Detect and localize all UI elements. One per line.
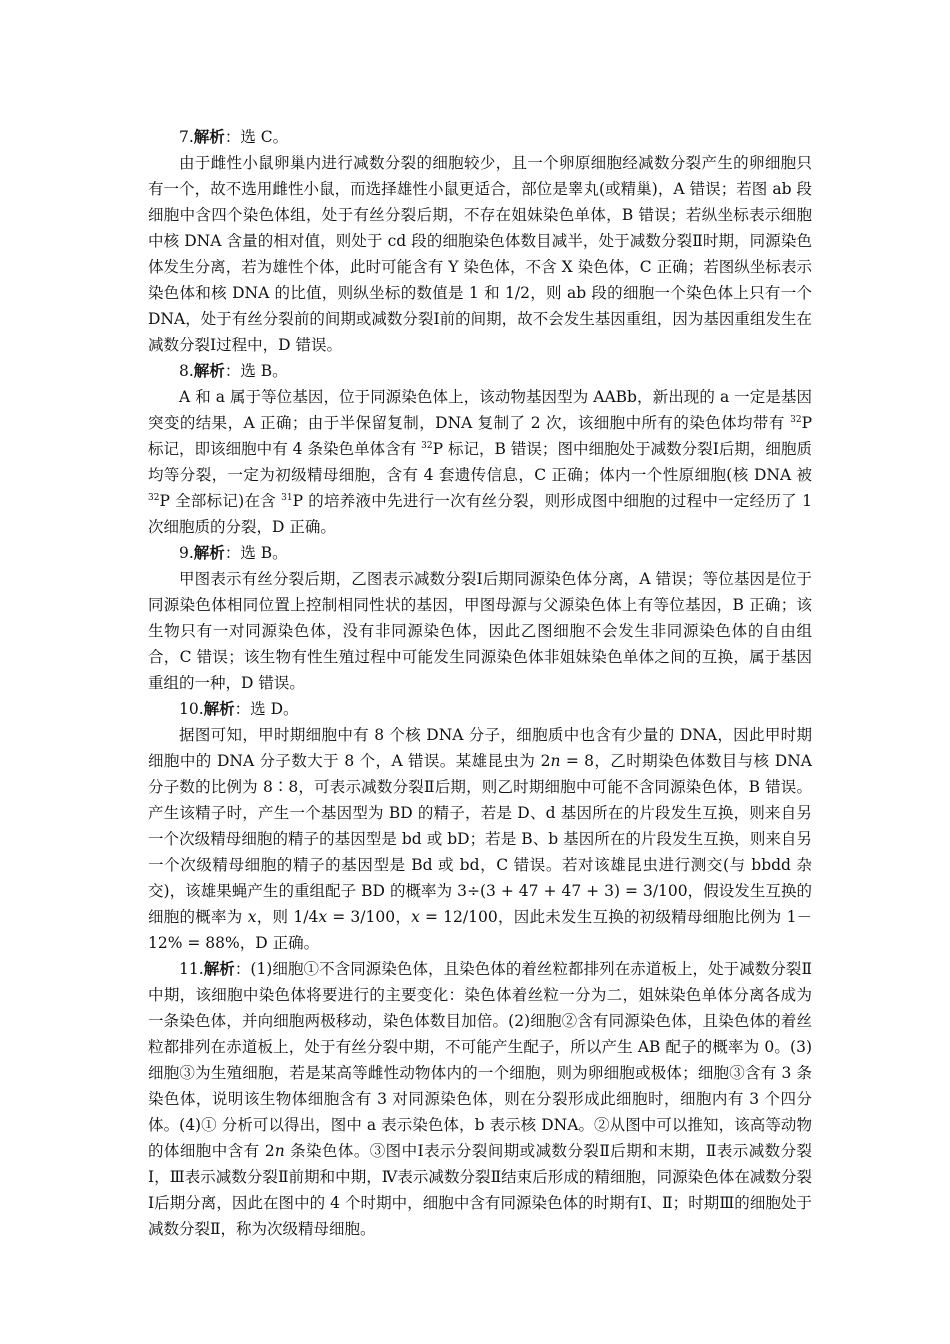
text-run: 条染色体。③图中Ⅰ表示分裂间期或减数分裂Ⅱ后期和末期，Ⅱ表示减数分裂Ⅰ，Ⅲ表示减数分裂Ⅱ前期和中期，Ⅳ表示减数分裂Ⅱ结束后形成的精细胞，同源染色体在减数分裂Ⅰ后期分离，因此在图中的 4 个时期中，细胞中含有同源染色体的时期有Ⅰ、Ⅱ；时期Ⅲ的细胞处于减数分裂Ⅱ，称为次级精母细胞。 [148, 1142, 813, 1238]
text-run: = 12/100，因此未发生互换的初级精母细胞比例为 1－12% = 88%，D 正确。 [148, 908, 812, 952]
isotope-superscript: 32 [790, 415, 802, 425]
isotope-superscript: 31 [281, 493, 293, 503]
answer-10 [148, 696, 812, 956]
text-run: P 的培养液中先进行一次有丝分裂，则形成图中细胞的过程中一定经历了 1 次细胞质的分裂，D 正确。 [148, 492, 812, 536]
question-number: 9. [179, 544, 194, 562]
answer-9-heading [148, 540, 812, 566]
math-variable: x [318, 908, 328, 926]
math-variable: x [411, 908, 420, 926]
answer-9-explanation: 甲图表示有丝分裂后期，乙图表示减数分裂Ⅰ后期同源染色体分离，A 错误；等位基因是位于同源染色体相同位置上控制相同性状的基因，甲图母源与父源染色体上有等位基因，B 正确；该生物只有一对同源染色体，没有非同源染色体，因此乙图细胞不会发生非同源染色体的自由组合，C 错误；该生物有性生殖过程中可能发生同源染色体非姐妹染色单体之间的互换，属于基因重组的一种，D 错误。 [148, 570, 812, 692]
text-run: 据图可知，甲时期细胞中有 8 个核 DNA 分子，细胞质中也含有少量的 DNA，因此甲时期细胞中的 DNA 分子数大于 8 个，A 错误。某雄昆虫为 2 [148, 726, 812, 770]
answer-8 [148, 358, 812, 540]
answer-page [148, 124, 812, 1242]
question-number: 10. [179, 700, 204, 718]
answer-11 [148, 956, 812, 1242]
text-run: P 标记，B 错误；图中细胞处于减数分裂Ⅰ后期，细胞质均等分裂，一定为初级精母细胞，含有 4 套遗传信息，C 正确；体内一个性原细胞(核 DNA 被 [148, 440, 812, 484]
answer-choice: ：选 D。 [234, 700, 299, 718]
text-run: P 标记，即该细胞中有 4 条染色单体含有 [148, 414, 812, 458]
answer-11-explanation [148, 956, 812, 1242]
question-number: 11. [179, 960, 204, 978]
answer-7-heading [148, 124, 812, 150]
text-run: ，则 1/4 [256, 908, 319, 926]
text-run: A 和 a 属于等位基因，位于同源染色体上，该动物基因型为 AABb，新出现的 a 一定是基因突变的结果，A 正确；由于半保留复制，DNA 复制了 2 次，该细胞中所有的染色体均带有 [148, 388, 812, 432]
answer-8-heading [148, 358, 812, 384]
math-variable: n [550, 752, 561, 770]
question-number: 7. [179, 128, 194, 146]
answer-10-explanation [148, 722, 812, 956]
analysis-label: 解析 [193, 361, 225, 380]
text-run: P 全部标记)在含 [159, 492, 282, 510]
analysis-label: 解析 [203, 959, 235, 978]
isotope-superscript: 32 [148, 493, 160, 503]
text-run: = 8，乙时期染色体数目与核 DNA 分子数的比例为 8∶8，可表示减数分裂Ⅱ后期，则乙时期细胞中可能不含同源染色体，B 错误。产生该精子时，产生一个基因型为 BD 的精子，若是 D、d 基因所在的片段发生互换，则来自另一个次级精母细胞的精子的基因型是 bd 或 bD；若是 B、b 基因所在的片段发生互换，则来自另一个次级精母细胞的精子的基因型是 Bd 或 bd，C 错误。若对该雄昆虫进行测交(与 bbdd 杂交)，该雄果蝇产生的重组配子 BD 的概率为 3÷(3 + 47 + 47 + 3) = 3/100，假设发生互换的细胞的概率为 [148, 752, 812, 926]
answer-7-explanation: 由于雌性小鼠卵巢内进行减数分裂的细胞较少，且一个卵原细胞经减数分裂产生的卵细胞只有一个，故不选用雌性小鼠，而选择雄性小鼠更适合，部位是睾丸(或精巢)，A 错误；若图 ab 段细胞中含四个染色体组，处于有丝分裂后期，不存在姐妹染色单体，B 错误；若纵坐标表示细胞中核 DNA 含量的相对值，则处于 cd 段的细胞染色体数目减半，处于减数分裂Ⅱ时期，同源染色体发生分离，若为雄性个体，此时可能含有 Y 染色体，不含 X 染色体，C 正确；若图纵坐标表示染色体和核 DNA 的比值，则纵坐标的数值是 1 和 1/2，则 ab 段的细胞一个染色体上只有一个 DNA，处于有丝分裂前的间期或减数分裂Ⅰ前的间期，故不会发生基因重组，因为基因重组发生在减数分裂Ⅰ过程中，D 错误。 [148, 154, 812, 354]
answer-choice: ：选 B。 [224, 544, 288, 562]
analysis-label: 解析 [193, 127, 225, 146]
analysis-label: 解析 [203, 699, 235, 718]
answer-10-heading [148, 696, 812, 722]
question-number: 8. [179, 362, 194, 380]
text-run: ：(1)细胞①不含同源染色体，且染色体的着丝粒都排列在赤道板上，处于减数分裂Ⅱ中期，该细胞中染色体将要进行的主要变化：染色体着丝粒一分为二，姐妹染色单体分离各成为一条染色体，并向细胞两极移动，染色体数目加倍。(2)细胞②含有同源染色体，且染色体的着丝粒都排列在赤道板上，处于有丝分裂中期，不可能产生配子，所以产生 AB 配子的概率为 0。(3)细胞③为生殖细胞，若是某高等雌性动物体内的一个细胞，则为卵细胞或极体；细胞③含有 3 条染色体，说明该生物体细胞含有 3 对同源染色体，则在分裂形成此细胞时，细胞内有 3 个四分体。(4)① 分析可以得出，图中 a 表示染色体，b 表示核 DNA。②从图中可以推知，该高等动物的体细胞中含有 2 [148, 960, 812, 1160]
answer-7 [148, 124, 812, 358]
answer-choice: ：选 C。 [224, 128, 289, 146]
math-variable: n [274, 1142, 285, 1160]
answer-choice: ：选 B。 [224, 362, 288, 380]
math-variable: x [247, 908, 257, 926]
text-run: = 3/100， [327, 908, 412, 926]
isotope-superscript: 32 [421, 441, 433, 451]
analysis-label: 解析 [193, 543, 225, 562]
answer-9 [148, 540, 812, 696]
answer-8-explanation [148, 384, 812, 540]
